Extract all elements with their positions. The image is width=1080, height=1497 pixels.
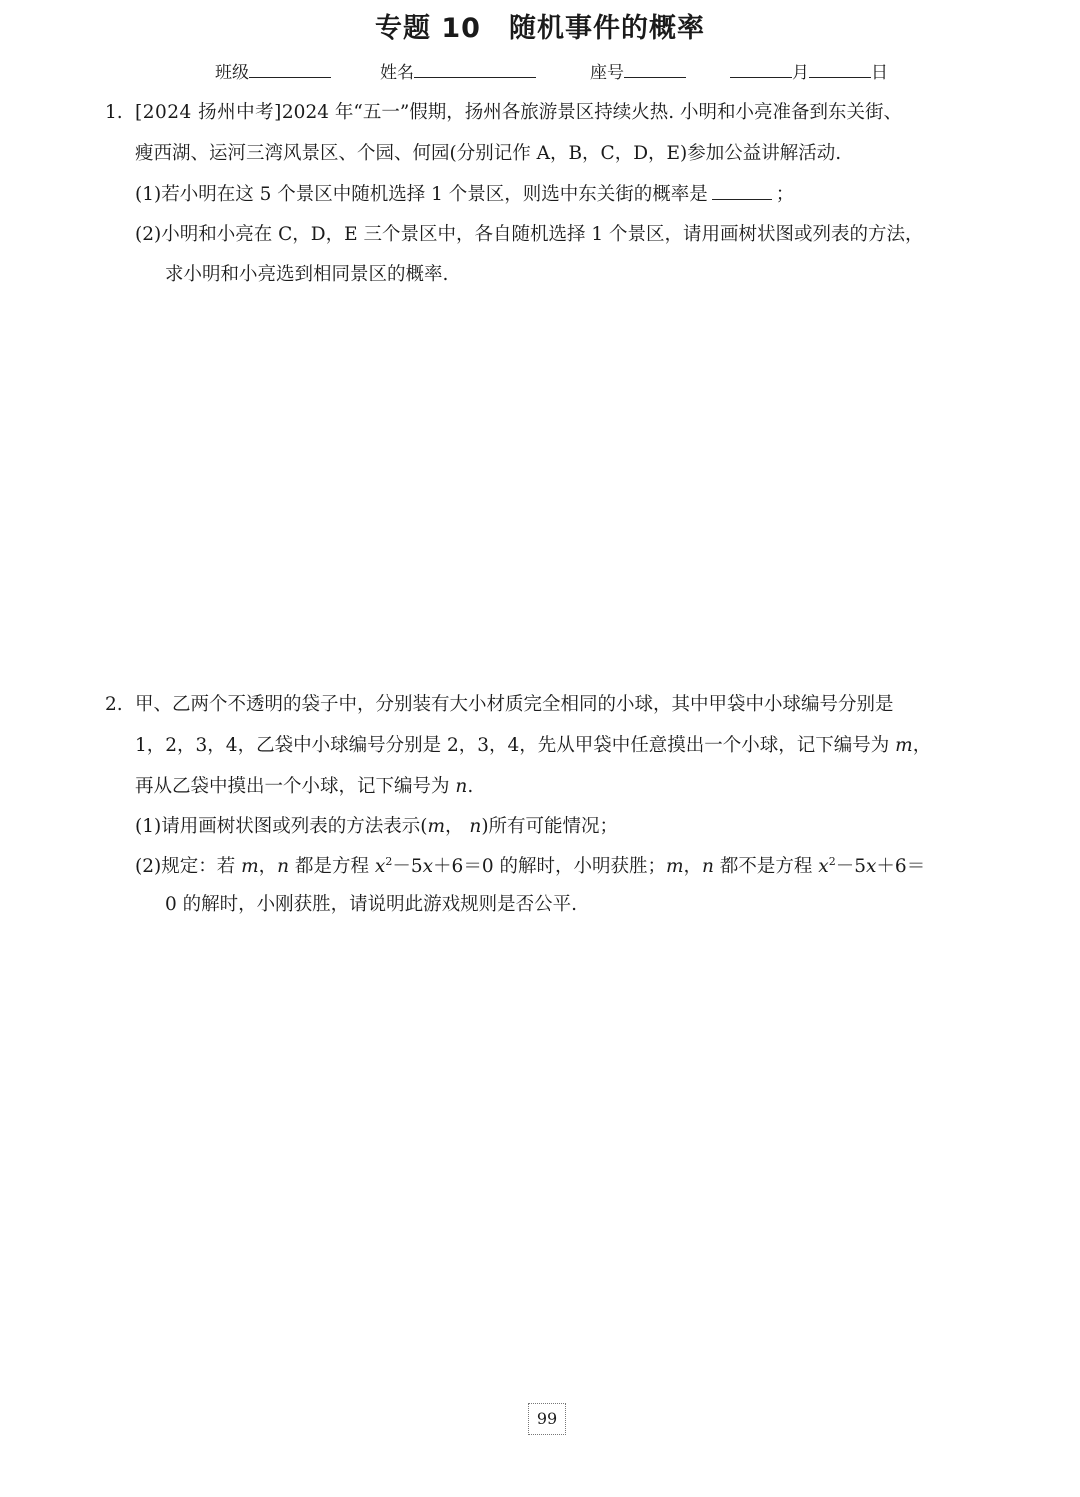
q2-part2-eq1-rest: ＋6＝0 的解时，小明获胜； xyxy=(433,856,666,877)
q2-line2 xyxy=(135,731,931,757)
q2-part1 xyxy=(135,812,618,838)
day-blank[interactable] xyxy=(809,59,871,78)
var-n: n xyxy=(455,776,468,797)
eq-term: －5 xyxy=(392,856,423,877)
var-x: x xyxy=(422,856,434,877)
day-label: 日 xyxy=(871,63,888,83)
month-label: 月 xyxy=(792,63,809,83)
q1-answer-blank[interactable] xyxy=(712,181,772,200)
q2-part1-b: ， xyxy=(444,816,464,837)
page-number: 99 xyxy=(528,1403,566,1435)
q2-part2-d: 都不是方程 xyxy=(719,856,813,877)
q1-line2: 瘦西湖、运河三湾风景区、个园、何园(分别记作 A，B，C，D，E)参加公益讲解活动. xyxy=(135,143,842,164)
q1-number: 1. xyxy=(105,102,123,123)
q2-line1-text: 甲、乙两个不透明的袋子中，分别装有大小材质完全相同的小球，其中甲袋中小球编号分别是 xyxy=(135,694,894,715)
var-m: m xyxy=(427,816,445,837)
q1-line1 xyxy=(105,98,902,124)
q1-part1-end: ； xyxy=(775,184,795,205)
class-label: 班级 xyxy=(215,63,249,83)
q2-line3 xyxy=(135,772,473,798)
q2-line3-text: 再从乙袋中摸出一个小球，记下编号为 xyxy=(135,776,450,797)
var-m: m xyxy=(665,856,684,877)
name-label: 姓名 xyxy=(380,63,414,83)
seat-label: 座号 xyxy=(590,63,624,83)
title-topic-name: 随机事件的概率 xyxy=(508,13,705,44)
q1-part1 xyxy=(135,180,794,206)
q2-part2-line2: 0 的解时，小刚获胜，请说明此游戏规则是否公平. xyxy=(165,894,578,915)
name-blank[interactable] xyxy=(414,59,536,78)
q2-part2-line1 xyxy=(135,852,925,878)
eq-term: －5 xyxy=(835,856,866,877)
q2-part1-a: (1)请用画树状图或列表的方法表示( xyxy=(135,816,428,837)
q1-part2-line2: 求小明和小亮选到相同景区的概率. xyxy=(165,264,449,285)
exp-2: 2 xyxy=(828,854,836,868)
q2-line2-end: ， xyxy=(912,735,932,756)
q2-part2-c: 都是方程 xyxy=(294,856,369,877)
q1-source: [2024 扬州中考] xyxy=(135,102,282,123)
var-n: n xyxy=(277,856,290,877)
q2-part2-b: ， xyxy=(258,856,278,877)
q2-line1 xyxy=(105,690,894,716)
var-x: x xyxy=(865,856,877,877)
name-field xyxy=(380,58,536,83)
q1-part2-line1: (2)小明和小亮在 C，D，E 三个景区中，各自随机选择 1 个景区，请用画树状图或列表的方法， xyxy=(135,224,924,245)
q2-number: 2. xyxy=(105,694,123,715)
exp-2: 2 xyxy=(385,854,393,868)
var-m: m xyxy=(241,856,259,877)
month-blank[interactable] xyxy=(730,59,792,78)
var-n: n xyxy=(702,856,714,877)
q2-part2-eq2-rest: ＋6＝ xyxy=(876,856,926,877)
date-field xyxy=(730,58,888,83)
var-x: x xyxy=(818,856,829,877)
seat-field xyxy=(590,58,686,83)
q1-line1-text: 2024 年“五一”假期，扬州各旅游景区持续火热. 小明和小亮准备到东关街、 xyxy=(281,102,903,123)
var-n: n xyxy=(469,816,482,837)
q2-line3-end: . xyxy=(467,776,474,797)
q2-line2-text: 1，2，3，4，乙袋中小球编号分别是 2，3，4，先从甲袋中任意摸出一个小球，记下编号为 xyxy=(135,735,890,756)
class-blank[interactable] xyxy=(249,59,331,78)
seat-blank[interactable] xyxy=(624,59,686,78)
title-topic-number: 专题 10 xyxy=(375,13,481,44)
var-m: m xyxy=(895,735,913,756)
q2-part1-c: )所有可能情况； xyxy=(481,816,619,837)
page-title xyxy=(0,6,1080,45)
q2-part2-a: (2)规定：若 xyxy=(135,856,236,877)
q2-part2-sep: ， xyxy=(683,856,703,877)
class-field xyxy=(215,58,331,83)
q1-part1-text: (1)若小明在这 5 个景区中随机选择 1 个景区，则选中东关街的概率是 xyxy=(135,184,708,205)
var-x: x xyxy=(374,856,386,877)
student-info-row xyxy=(0,58,1080,88)
